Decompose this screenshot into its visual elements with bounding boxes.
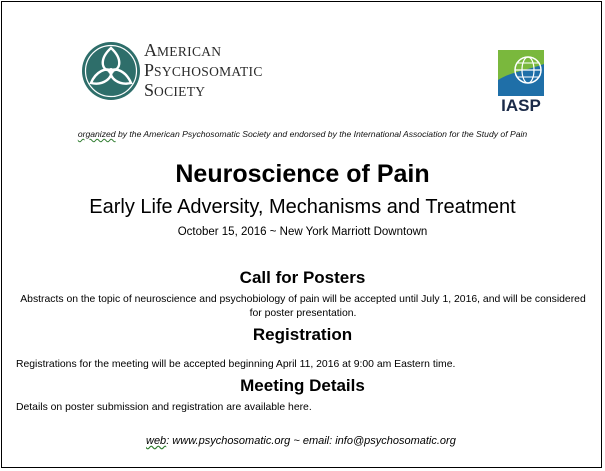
aps-line2-rest: SYCHOSOMATIC — [154, 64, 263, 79]
organized-lead-word: organized — [77, 129, 116, 139]
event-subtitle: Early Life Adversity, Mechanisms and Treatment — [89, 196, 516, 218]
contact-footer — [146, 435, 456, 447]
iasp-logo — [496, 50, 546, 116]
footer-contact-text: : www.psychosomatic.org ~ email: info@psychosomatic.org — [166, 435, 456, 447]
footer-web-label: web — [146, 435, 167, 447]
meeting-details-text: Details on poster submission and registration are available here. — [16, 402, 312, 413]
call-for-posters-text: Abstracts on the topic of neuroscience and psychobiology of pain will be accepted until July 1, 2016, and will be considered for poster presentation. — [20, 294, 586, 319]
iasp-wordmark: IASP — [501, 96, 541, 115]
registration-text: Registrations for the meeting will be accepted beginning April 11, 2016 at 9:00 am Eastern time. — [16, 359, 456, 370]
organized-by-line — [0, 129, 605, 139]
iasp-globe-icon — [498, 50, 544, 96]
event-date-location: October 15, 2016 ~ New York Marriott Downtown — [177, 226, 428, 238]
aps-knot-emblem-icon — [80, 40, 142, 102]
meeting-details-heading: Meeting Details — [240, 376, 365, 395]
aps-line2-cap: P — [144, 60, 155, 80]
aps-organization-name — [144, 41, 263, 101]
aps-line1-rest: MERICAN — [157, 44, 222, 59]
aps-line3-cap: S — [144, 80, 155, 100]
organized-rest: by the American Psychosomatic Society and endorsed by the International Association for the Study of Pain — [115, 129, 528, 139]
event-title: Neuroscience of Pain — [175, 160, 430, 188]
aps-line3-rest: OCIETY — [154, 84, 206, 99]
registration-heading: Registration — [252, 325, 353, 344]
call-for-posters-heading: Call for Posters — [239, 268, 366, 287]
aps-line1-cap: A — [144, 40, 157, 60]
aps-logo — [80, 40, 270, 102]
